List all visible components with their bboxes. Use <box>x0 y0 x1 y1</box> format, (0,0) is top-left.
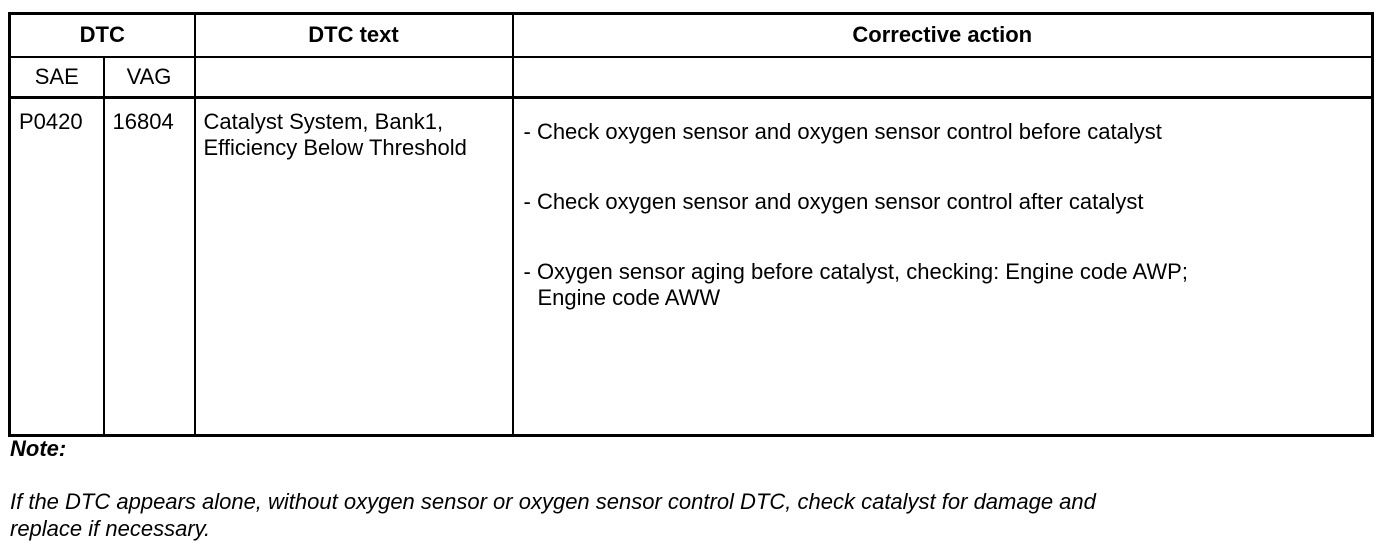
header-dtc-text-empty <box>195 57 513 98</box>
note-label: Note: <box>10 436 67 461</box>
table-row <box>10 98 1373 436</box>
header-dtc-group: DTC <box>10 14 195 57</box>
corrective-action-item: - Check oxygen sensor and oxygen sensor control after catalyst <box>523 189 1144 214</box>
corrective-action-item: - Oxygen sensor aging before catalyst, checking: Engine code AWP; Engine code AWW <box>523 259 1188 310</box>
corrective-action-item: - Check oxygen sensor and oxygen sensor control before catalyst <box>523 119 1162 144</box>
dtc-table <box>8 12 1374 437</box>
cell-vag-code: 16804 <box>104 98 195 436</box>
header-corrective-action-empty <box>513 57 1373 98</box>
table-header-row-main <box>10 14 1373 57</box>
note-text: If the DTC appears alone, without oxygen sensor or oxygen sensor control DTC, check catalyst for damage and replace if necessary. <box>10 489 1096 541</box>
note-section <box>10 436 1110 542</box>
cell-dtc-text: Catalyst System, Bank1, Efficiency Below Threshold <box>195 98 513 436</box>
cell-sae-code: P0420 <box>10 98 104 436</box>
header-corrective-action: Corrective action <box>513 14 1373 57</box>
header-dtc-text: DTC text <box>195 14 513 57</box>
cell-corrective-actions <box>513 98 1373 436</box>
header-sae: SAE <box>10 57 104 98</box>
header-vag: VAG <box>104 57 195 98</box>
table-header-row-sub <box>10 57 1373 98</box>
